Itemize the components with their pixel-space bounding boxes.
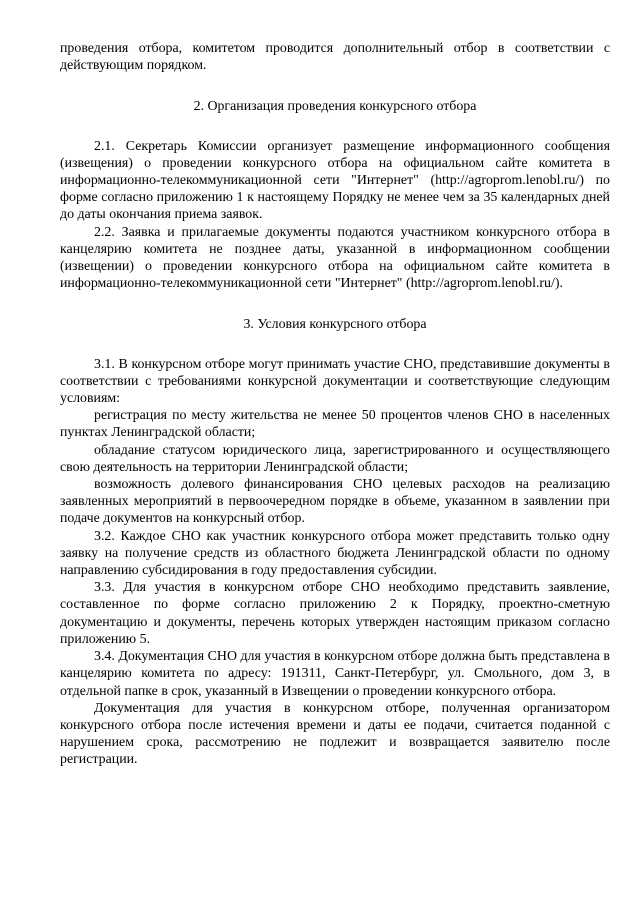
section-2-heading: 2. Организация проведения конкурсного отбора	[193, 99, 477, 115]
document-page	[60, 40, 610, 769]
paragraph-3-1: 3.1. В конкурсном отборе могут принимать участие СНО, представившие документы в соответствии с требованиями конкурсной документации и соответствующие следующим условиям:	[60, 356, 610, 407]
condition-cofinancing: возможность долевого финансирования СНО целевых расходов на реализацию заявленных мероприятий в первоочередном порядке в объеме, указанном в заявлении при подаче документов на конкурсный отбор.	[60, 477, 610, 527]
section-3-heading: 3. Условия конкурсного отбора	[243, 317, 427, 333]
paragraph-3-3: 3.3. Для участия в конкурсном отборе СНО необходимо представить заявление, составленное по форме согласно приложению 2 к Порядку, проектно-сметную документацию и документы, перечень которых утвержден настоящим приказом согласно приложению 5.	[60, 580, 610, 647]
paragraph-2-2: 2.2. Заявка и прилагаемые документы подаются участником конкурсного отбора в канцелярию комитета не позднее даты, указанной в информационном сообщении (извещении) о проведении конкурсного отбора на официальном сайте комитета в информационно-телекоммуникационной сети "Интернет" (http://agroprom.lenobl.ru/).	[60, 224, 610, 292]
intro-continuation: проведения отбора, комитетом проводится дополнительный отбор в соответствии с действующим порядком.	[60, 41, 610, 74]
condition-registration: регистрация по месту жительства не менее 50 процентов членов СНО в населенных пунктах Ленинградской области;	[60, 408, 610, 441]
paragraph-3-2: 3.2. Каждое СНО как участник конкурсного отбора может представить только одну заявку на получение средств из областного бюджета Ленинградской области по одному направлению субсидирования в году предоставления субсидии.	[60, 528, 610, 579]
paragraph-late-docs: Документация для участия в конкурсном отборе, полученная организатором конкурсного отбора после истечения времени и даты ее подачи, считается поданной с нарушением срока, рассмотрению не подлежит и возвращается заявителю после регистрации.	[60, 700, 610, 768]
paragraph-3-4: 3.4. Документация СНО для участия в конкурсном отборе должна быть представлена в канцелярию комитета по адресу: 191311, Санкт-Петербург, ул. Смольного, дом 3, в отдельной папке в срок, указанный в Извещении о проведении конкурсного отбора.	[60, 649, 610, 699]
paragraph-2-1: 2.1. Секретарь Комиссии организует размещение информационного сообщения (извещения) о проведении конкурсного отбора на официальном сайте комитета в информационно-телекоммуникационной сети "Интернет" (http://agroprom.lenobl.ru/) по форме согласно приложению 1 к настоящему Порядку не менее чем за 35 календарных дней до даты окончания приема заявок.	[60, 138, 610, 223]
condition-legal-status: обладание статусом юридического лица, зарегистрированного и осуществляющего свою деятельность на территории Ленинградской области;	[60, 442, 610, 475]
